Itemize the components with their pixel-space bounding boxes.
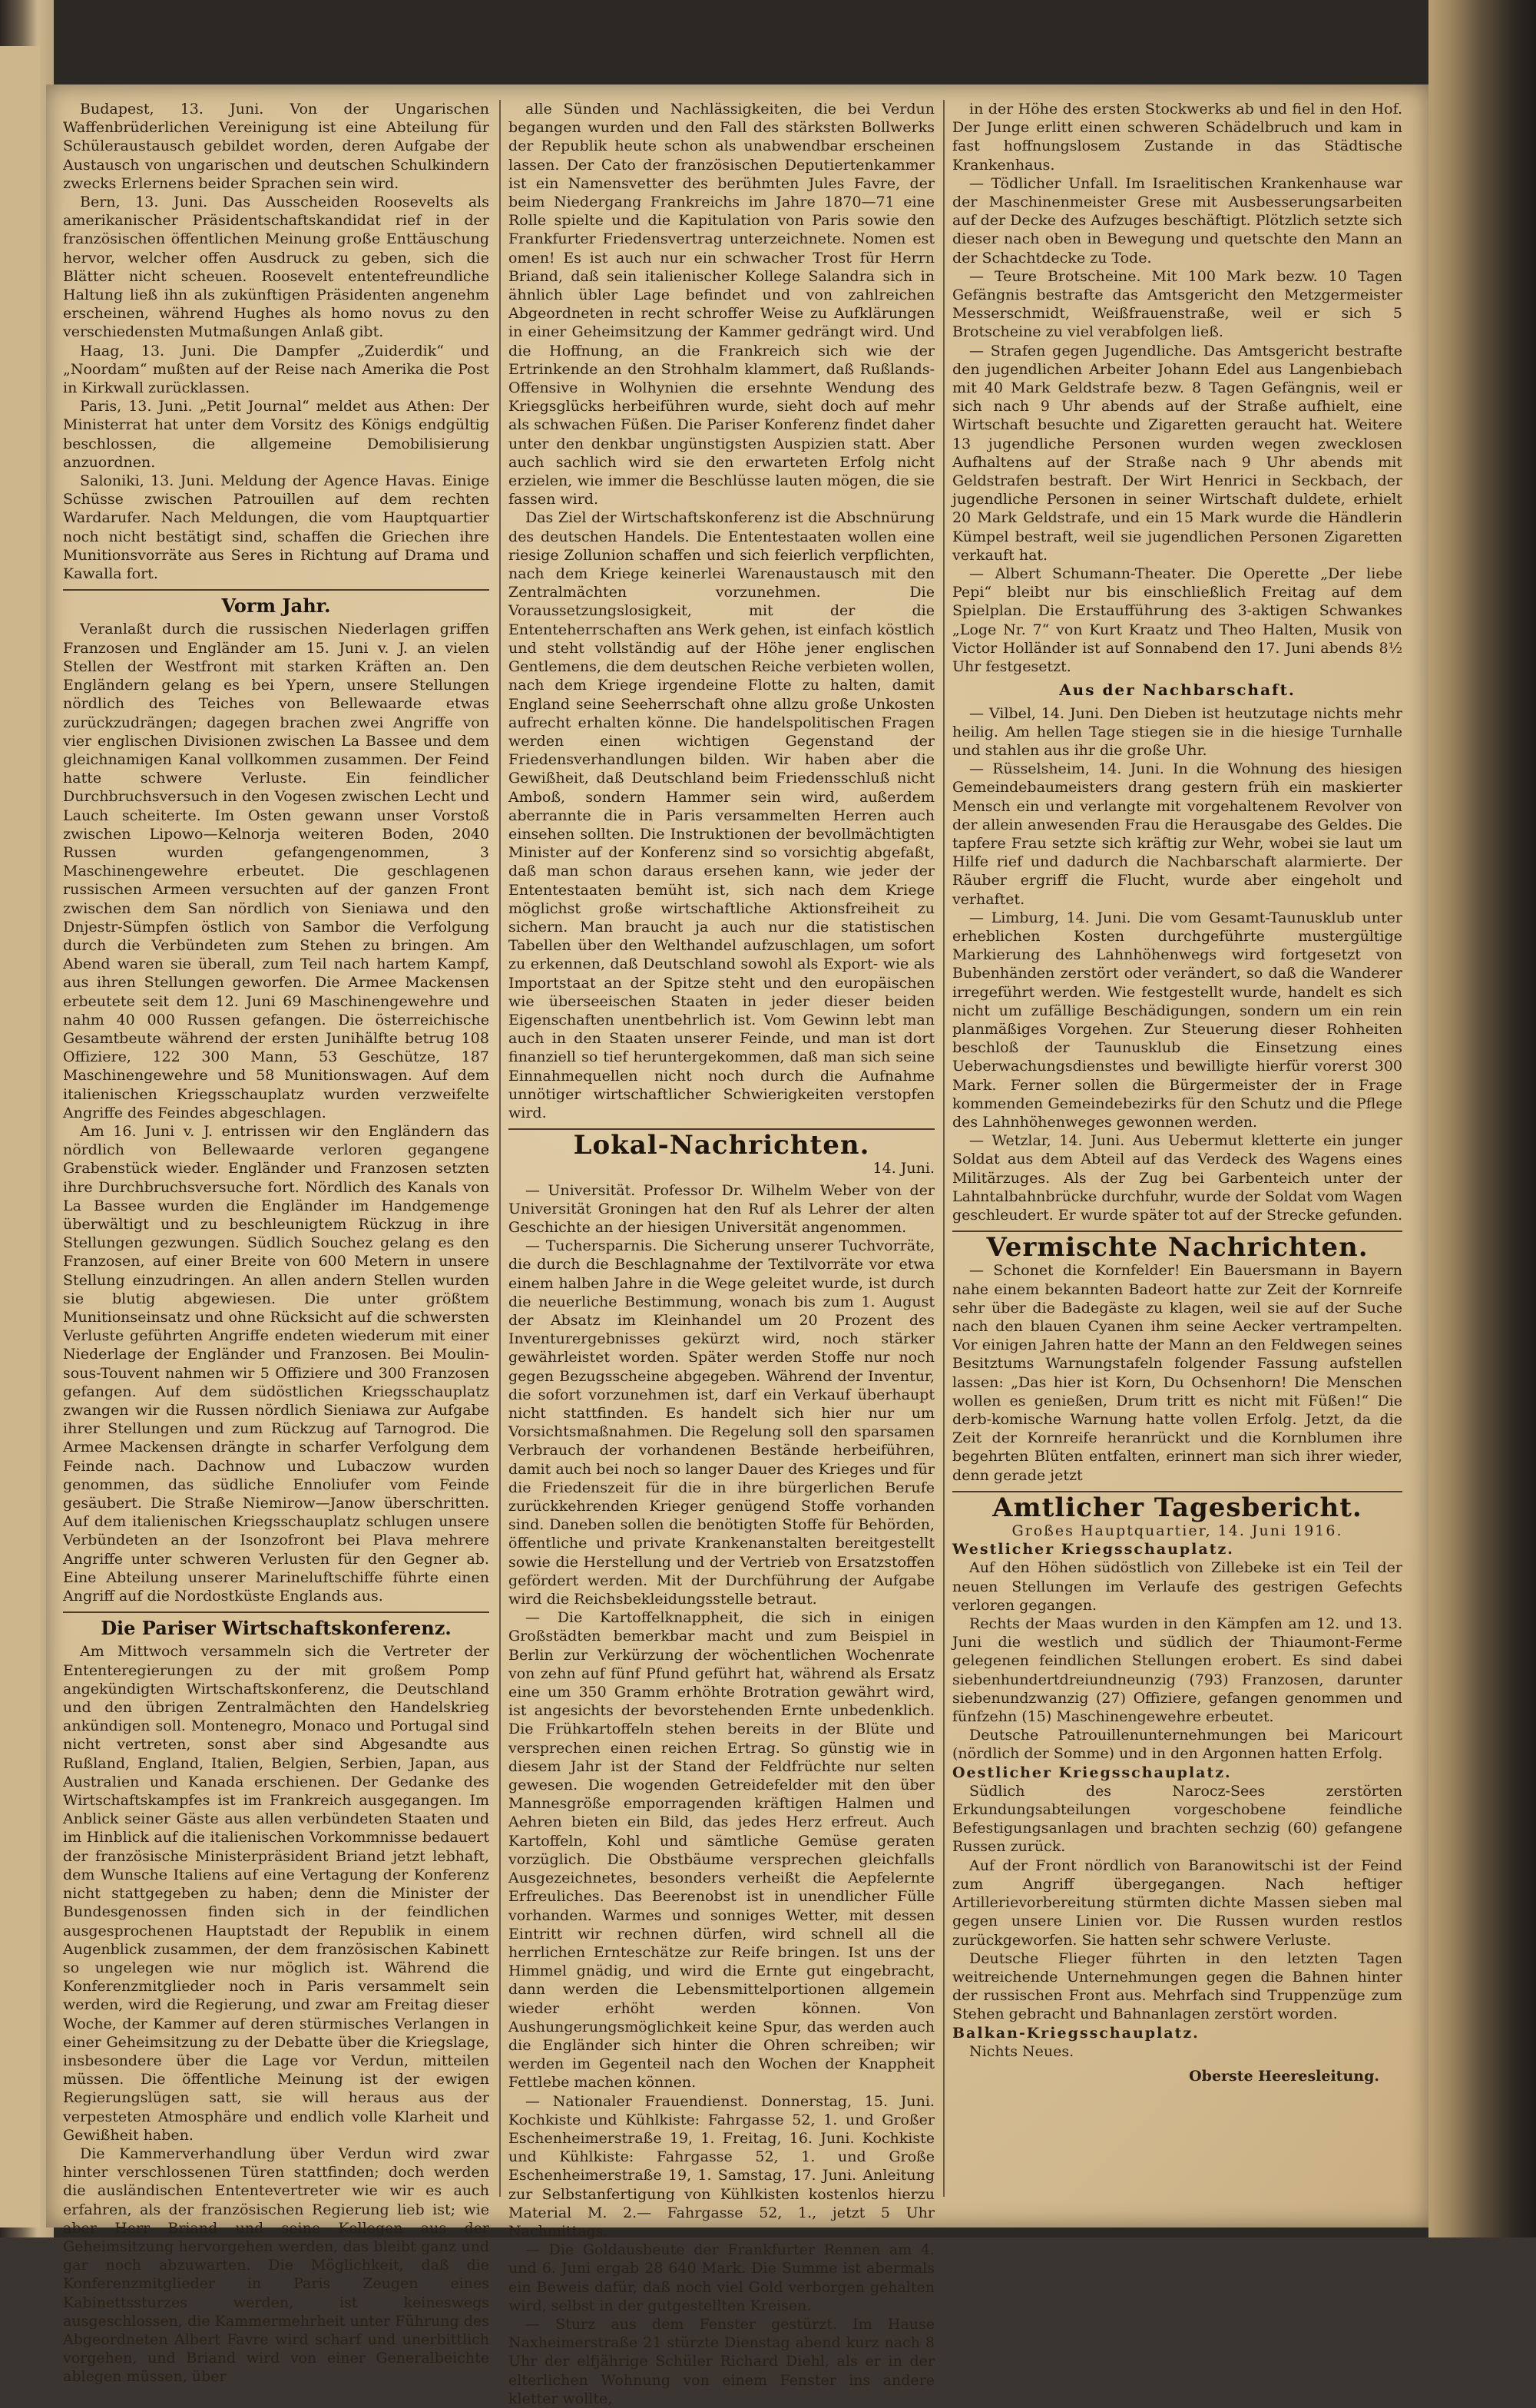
column-rule <box>499 100 501 2197</box>
column-rule <box>943 100 945 2197</box>
heading-ost: Oestlicher Kriegsschauplatz. <box>952 1764 1232 1781</box>
balkan-p1: Nichts Neues. <box>969 2042 1074 2060</box>
lokal-toedlicher-unfall: — Tödlicher Unfall. Im Israelitischen Krankenhause war der Maschinenmeister Grese mit Ausbesserungsarbeiten auf der Decke des Aufzuges beschäftigt. Plötzlich setzte sich dieser nach oben in Bewegung und quetschte den Mann an der Schachtdecke zu Tode. <box>952 174 1402 267</box>
news-bern: Bern, 13. Juni. Das Ausscheiden Roosevelts als amerikanischer Präsidentschaftskandidat rief in der französischen öffentlichen Meinung große Enttäuschung hervor, welcher offen Ausdruck zu geben, sich die Blätter nicht scheuen. Roosevelt ententefreundliche Haltung ließ ihn als zukünftigen Präsidenten angenehm erscheinen, während Hughes als homo novus zu den verschiedensten Mutmaßungen Anlaß gibt. <box>63 194 489 341</box>
heading-west: Westlicher Kriegsschauplatz. <box>952 1541 1234 1558</box>
pariser-p2: Die Kammerverhandlung über Verdun wird zwar hinter verschlossenen Türen stattfinden; doch werden die ausländischen Ententevertreter wie wir es auch erfahren, als der französischen Regierung lieb ist; wie aber Herr Briand und seine Kollegen aus der Geheimsitzung hervorgehen werden, das bleibt ganz und gar noch abzuwarten. Die Möglichkeit, daß die Konferenzmitglieder in Paris Zeugen eines Kabinettssturzes werden, ist keineswegs ausgeschlossen, die Kammermehrheit unter Führung des Abgeordneten Albert Favre wird scharf und unerbittlich vorgehen, und Briand wird von einer Generalbeichte ablegen müssen, über <box>63 2145 489 2386</box>
signature-heeresleitung: Oberste Heeresleitung. <box>1189 2067 1379 2085</box>
lokal-theater: — Albert Schumann-Theater. Die Operette „Der liebe Pepi“ bleibt nur bis einschließlich Freitag auf dem Spielplan. Die Erstaufführung des 3-aktigen Schwankes „Loge Nr. 7“ von Kurt Kraatz und Theo Halten, Musik von Victor Holländer ist auf Sonnabend den 17. Juni abends 8½ Uhr festgesetzt. <box>952 565 1402 676</box>
pariser-p1: Am Mittwoch versammeln sich die Vertreter der Ententeregierungen zu der mit großem Pomp angekündigten Wirtschaftskonferenz, die Deutschland und den übrigen Zentralmächten den Handelskrieg ankündigen soll. Montenegro, Monaco und Portugal sind nicht vertreten, sonst aber sind Abgesandte aus Rußland, England, Italien, Belgien, Serbien, Japan, aus Australien und Kanada erschienen. Der Gedanke des Wirtschaftskampfes ist im Frankreich ausgegangen. Im Anblick seiner Gäste aus allen verbündeten Staaten und im Hinblick auf die italienischen Vorkommnisse bedauert der französische Ministerpräsident Briand jetzt lebhaft, dem Wunsche Italiens auf eine Vertagung der Konferenz nicht stattgegeben zu haben; denn die Minister der Bundesgenossen finden sich in der feindlichen ausgesprochenen Hauptstadt der Republik in einem Augenblick zusammen, der dem französischen Kabinett so ungelegen wie nur möglich ist. Während die Konferenzmitglieder noch in Paris versammelt sein werden, wird die Regierung, und zwar am Freitag dieser Woche, der Kammer auf deren stürmisches Verlangen in einer Geheimsitzung zu der Debatte über die Kriegslage, insbesondere über die Lage vor Verdun, mitteilen müssen. Die öffentliche Meinung ist der ewigen Regierungslügen satt, sie will heraus aus der verpesteten Atmosphäre und endlich volle Klarheit und Gewißheit haben. <box>63 1643 489 2144</box>
ost-p2: Auf der Front nördlich von Baranowitschi ist der Feind zum Angriff übergegangen. Nach heftiger Artillerievorbereitung stürmten dichte Massen sieben mal gegen unsere Linien vor. Die Russen wurden restlos zurückgeworfen. Sie hatten sehr schwere Verluste. <box>952 1857 1402 1949</box>
pariser-continued-p1: alle Sünden und Nachlässigkeiten, die bei Verdun begangen wurden und den Fall des stärksten Bollwerks der Republik heute schon als unabwendbar erscheinen lassen. Der Cato der französischen Deputiertenkammer ist ein Namensvetter des berühmten Jules Favre, der beim Niedergang Frankreichs im Jahre 1870—71 eine Rolle spielte und die Kapitulation von Paris sowie den Frankfurter Friedensvertrag unterzeichnete. Nomen est omen! Es ist auch nur ein schwacher Trost für Herrn Briand, daß sein italienischer Kollege Salandra sich in ähnlich übler Lage befindet und von zahlreichen Abgeordneten in recht schroffer Weise zu Aufklärungen in einer Geheimsitzung der Kammer gedrängt wird. Und die Hoffnung, an die Frankreich sich wie der Ertrinkende an den Strohhalm klammert, daß Rußlands-Offensive in Wolhynien die ersehnte Wendung des Kriegsglücks herbeiführen wurde, sieht doch auf mehr als schwachen Füßen. Die Pariser Konferenz findet daher unter den denkbar ungünstigsten Auspizien statt. Aber auch sachlich wird sie den erwarteten Erfolg nicht erzielen, wie immer die Beschlüsse lauten mögen, die sie fassen wird. <box>508 101 935 508</box>
lokal-goldausbeute: — Die Goldausbeute der Frankfurter Rennen am 4. und 6. Juni ergab 28 640 Mark. Die Summe ist abermals ein Beweis dafür, daß noch viel Gold verborgen gehalten wird, selbst in der gutgestellten Kreisen. <box>508 2241 935 2314</box>
nachbar-limburg: — Limburg, 14. Juni. Die vom Gesamt-Taunusklub unter erheblichen Kosten durchgeführte mustergültige Markierung des Lahnhöhenwegs wird fortgesetzt von Bubenhänden zerstört oder verändert, so daß die Wanderer irregeführt werden. Wie festgestellt wurde, handelt es sich nicht um zufällige Beschädigungen, sondern um ein rein planmäßiges Vorgehen. Zur Steuerung dieser Rohheiten beschloß der Taunusklub die Einsetzung eines Ueberwachungsdienstes und bewilligte hierfür vorerst 300 Mark. Ferner sollen die Bürgermeister der in Frage kommenden Gemeindebezirks für den Schutz und die Pflege des Lahnhöhenweges gewonnen werden. <box>952 909 1402 1131</box>
column-1 <box>63 100 489 2386</box>
divider <box>63 589 489 591</box>
lokal-jugendliche: — Strafen gegen Jugendliche. Das Amtsgericht bestrafte den jugendlichen Arbeiter Johann Edel aus Langenbiebach mit 40 Mark Geldstrafe bezw. 8 Tagen Gefängnis, weil er sich nach 9 Uhr abends auf der Straße aufhielt, eine Wirtschaft besuchte und Zigaretten geraucht hat. Weitere 13 jugendliche Personen wurden wegen zwecklosen Aufhaltens auf der Straße nach 9 Uhr abends mit Geldstrafen bestraft. Der Wirt Henrici in Seckbach, der jugendliche Personen in seiner Wirtschaft duldete, erhielt 20 Mark Geldstrafe, und ein 15 Mark wurde die Händlerin Kümpel bestraft, weil sie jugendlichen Personen Zigaretten verkauft hat. <box>952 342 1402 564</box>
page-stack-edge <box>1428 0 1536 2237</box>
west-p2: Rechts der Maas wurden in den Kämpfen am 12. und 13. Juni die westlich und südlich der Thiaumont-Ferme gelegenen feindlichen Stellungen erobert. Es sind dabei siebenhundertdreiundneunzig (793) Franzosen, darunter siebenundzwanzig (27) Offiziere, gefangen genommen und fünfzehn (15) Maschinengewehre erbeutet. <box>952 1615 1402 1726</box>
lokal-kartoffel: — Die Kartoffelknappheit, die sich in einigen Großstädten bemerkbar macht und zum Beispiel in Berlin zur Verkürzung der wöchentlichen Wochenrate von zehn auf fünf Pfund geführt hat, während als Ersatz eine um 350 Gramm erhöhte Brotration gewährt wird, ist angesichts der bevorstehenden Ernte unbedenklich. Die Frühkartoffeln stehen bereits in der Blüte und versprechen einen reichen Ertrag. So günstig wie in diesem Jahr ist der Stand der Feldfrüchte nur selten gewesen. Die wogenden Getreidefelder mit den über Mannesgröße emporragenden kräftigen Halmen und Aehren bieten ein Bild, das jedes Herz erfreut. Auch Kartoffeln, Kohl und sämtliche Gemüse geraten vorzüglich. Die Obstbäume versprechen gleichfalls Ausgezeichnetes, besonders verheißt die Aepfelernte Erfreuliches. Das Beerenobst ist in unendlicher Fülle vorhanden. Warmes und sonniges Wetter, mit dessen Eintritt wir rechnen dürfen, wird schnell all die herrlichen Ernteschätze zur Reife bringen. Ist uns der Himmel gnädig, und wird die Ernte gut eingebracht, dann werden die Lebensmittelportionen allgemein wieder erhöht werden können. Von Aushungerungsmöglichkeit keine Spur, das werden auch die Engländer sich hinter die Ohren schreiben; wir werden im Gegenteil nach den Wochen der Knappheit Fettlebe machen können. <box>508 1609 935 2092</box>
news-haag: Haag, 13. Juni. Die Dampfer „Zuiderdik“ und „Noordam“ mußten auf der Reise nach Amerika die Post in Kirkwall zurücklassen. <box>63 342 489 397</box>
heading-tagesbericht: Amtlicher Tagesbericht. <box>992 1492 1362 1523</box>
news-paris: Paris, 13. Juni. „Petit Journal“ meldet aus Athen: Der Ministerrat hat unter dem Vorsitz des Königs endgültig beschlossen, die allgemeine Demobilisierung anzuordnen. <box>63 398 489 471</box>
previous-page-edge <box>0 46 40 2227</box>
pariser-continued-p2: Das Ziel der Wirtschaftskonferenz ist die Abschnürung des deutschen Handels. Die Ententestaaten wollen eine riesige Zollunion schaffen und sich feierlich verpflichten, nach dem Kriege keinerlei Warenaustausch mit den Zentralmächten vorzunehmen. Die Voraussetzungslosigkeit, mit der die Ententeherrschaften ans Werk gehen, ist einfach köstlich und steht vollständig auf der Höhe jener englischen Gentlemens, die dem deutschen Reiche verbieten wollen, nach dem Kriege irgendeine Flotte zu halten, damit England seine Seeherrschaft ohne allzu große Unkosten aufrecht erhalten könne. Die handelspolitischen Fragen werden einen wichtigen Gegenstand der Friedensverhandlungen bilden. Wir haben aber die Gewißheit, daß Deutschland beim Friedensschluß nicht Amboß, sondern Hammer sein wird, außerdem aberrannte die in Paris versammelten Herren auch einsehen sollten. Die Instruktionen der bevollmächtigten Minister auf der Konferenz sind so vorsichtig abgefaßt, daß man schon daraus ersehen kann, wie jeder der Ententestaaten bemüht ist, sich nach dem Kriege möglichst große wirtschaftliche Aktionsfreiheit zu sichern. Man braucht ja auch nur die statistischen Tabellen über den Welthandel aufzuschlagen, um sofort zu erkennen, daß Deutschland sowohl als Export- wie als Importstaat an der Spitze steht und den europäischen wie überseeischen Staaten in jeder dieser beiden Eigenschaften unentbehrlich ist. Vom Gewinn lebt man auch in den Staaten unserer Feinde, und man ist dort finanziell so tief heruntergekommen, daß man sich seine Einnahmequellen nicht noch durch die Aufnahme unnötiger wirtschaftlicher Schwierigkeiten verstopfen wird. <box>508 509 935 1121</box>
ost-p3: Deutsche Flieger führten in den letzten Tagen weitreichende Unternehmungen gegen die Bahnen hinter der russischen Front aus. Mehrfach sind Truppenzüge zum Stehen gebracht und Bahnanlagen zerstört worden. <box>952 1949 1402 2023</box>
lokal-frauendienst: — Nationaler Frauendienst. Donnerstag, 15. Juni. Kochkiste und Kühlkiste: Fahrgasse 52, 1. und Großer Eschenheimerstraße 19, 1. Freitag, 16. Juni. Kochkiste und Kühlkiste: Fahrgasse 52, 1. und Große Eschenheimerstraße 19, 1. Samstag, 17. Juni. Anleitung zur Selbstanfertigung von Kühlkisten kostenlos hierzu Material M. 2.— Fahrgasse 52, 1., jetzt 5 Uhr Nachmittags. <box>508 2092 935 2240</box>
news-saloniki: Saloniki, 13. Juni. Meldung der Agence Havas. Einige Schüsse zwischen Patrouillen auf dem rechten Wardarufer. Nach Meldungen, die vom Hauptquartier noch nicht bestätigt sind, schaffen die Griechen ihre Munitionsvorräte aus Seres in Richtung auf Drama und Kawalla fort. <box>63 472 489 583</box>
west-p3: Deutsche Patrouillenunternehmungen bei Maricourt (nördlich der Somme) und in den Argonnen hatten Erfolg. <box>952 1727 1402 1763</box>
vorm-jahr-p2: Am 16. Juni v. J. entrissen wir den Engländern das nördlich von Bellewaarde verloren gegangene Grabenstück wieder. Engländer und Franzosen setzten ihre Durchbruchsversuche fort. Nördlich des Kanals von La Bassee wurden die Engländer im Handgemenge überwältigt und zu beschleunigtem Rückzug in ihre Stellungen gezwungen. Südlich Souchez gelang es den Franzosen, auf einer Breite von 600 Metern in unsere Stellung einzudringen. An allen andern Stellen wurden sie blutig abgewiesen. Die unter größtem Munitionseinsatz und ohne Rücksicht auf die schwersten Verluste geführten Angriffe endeten wiederum mit einer Niederlage der Engländer und Franzosen. Bei Moulin-sous-Touvent nahmen wir 5 Offiziere und 300 Franzosen gefangen. Auf dem südöstlichen Kriegsschauplatz zwangen wir die Russen nördlich Sieniawa zur Aufgabe ihrer Stellungen und zum Rückzug auf Tarnogrod. Die Armee Mackensen drängte in scharfer Verfolgung dem Feinde nach. Dachnow und Lubaczow wurden genommen, das südliche Ennoliufer vom Feinde gesäubert. Die Straße Niemirow—Janow überschritten. Auf dem italienischen Kriegsschauplatz schlugen unsere Verbündeten an der Isonzofront bei Plava mehrere Angriffe unter schweren Verlusten für den Gegner ab. Eine Abteilung unserer Marineluftschiffe führte einen Angriff auf die Nordostküste Englands aus. <box>63 1122 489 1605</box>
heading-vermischte: Vermischte Nachrichten. <box>986 1232 1369 1264</box>
west-p1: Auf den Höhen südöstlich von Zillebeke ist ein Teil der neuen Stellungen im Verlaufe des gestrigen Gefechts verloren gegangen. <box>952 1559 1402 1614</box>
vermischte-kornfelder: — Schonet die Kornfelder! Ein Bauersmann in Bayern nahe einem bekannten Badeort hatte zur Zeit der Kornreife sehr über die Badegäste zu klagen, weil sie auf der Suche nach den blauen Cyanen ihm seine Aecker vertrampelten. Vor einigen Jahren hatte der Mann an den Feldwegen seines Besitztums Warnungstafeln folgender Fassung aufstellen lassen: „Das hier ist Korn, Du Ochsenhorn! Die Menschen wollen es genießen, Drum tritt es nicht mit Füßen!“ Die derb-komische Warnung hatte vollen Erfolg. Jetzt, da die Zeit der Kornreife heranrückt und die Kornblumen ihre begehrten Blüten entfalten, erinnert man sich ihrer wieder, denn gerade jetzt <box>952 1262 1402 1484</box>
divider <box>63 1611 489 1613</box>
lokal-tuchersparnis: — Tuchersparnis. Die Sicherung unserer Tuchvorräte, die durch die Beschlagnahme der Textilvorräte vor etwa einem halben Jahre in die Wege geleitet wurde, ist durch die neuerliche Bestimmung, wonach bis zum 1. August der Absatz im Kleinhandel um 20 Prozent des Inventurergebnisses gekürzt wird, noch stärker gewährleistet worden. Später werden Stoffe nur noch gegen Bezugsscheine abgegeben. Während der Inventur, die sofort vorzunehmen ist, darf ein Verkauf überhaupt nicht stattfinden. Es handelt sich hier nur um Vorsichtsmaßnahmen. Die Regelung soll den sparsamen Verbrauch der vorhandenen Bestände herbeiführen, damit auch bei noch so langer Dauer des Krieges und für die Friedenszeit für die in ihre bürgerlichen Berufe zurückkehrenden Krieger genügend Stoffe vorhanden sind. Daneben sollen die benötigten Stoffe für Behörden, öffentliche und private Krankenanstalten bereitgestellt sowie die Herstellung und der Vertrieb von Ersatzstoffen gefördert werden. Mit der Durchführung der Aufgabe wird die Reichsbekleidungsstelle betraut. <box>508 1237 935 1608</box>
heading-nachbarschaft: Aus der Nachbarschaft. <box>1059 681 1296 700</box>
nachbar-wetzlar: — Wetzlar, 14. Juni. Aus Uebermut kletterte ein junger Soldat aus dem Abteil auf das Verdeck des Wagens eines Militärzuges. Als der Zug bei Garbenteich unter der Lahntalbahnbrücke durchfuhr, wurde der Soldat vom Wagen geschleudert. Er wurde später tot auf der Strecke gefunden. <box>952 1132 1402 1224</box>
column-2 <box>508 100 935 2407</box>
heading-pariser-konferenz: Die Pariser Wirtschaftskonferenz. <box>101 1617 452 1640</box>
lokal-date: 14. Juni. <box>872 1160 935 1178</box>
heading-lokal-nachrichten: Lokal-Nachrichten. <box>573 1130 870 1161</box>
vorm-jahr-p1: Veranlaßt durch die russischen Niederlagen griffen Franzosen und Engländer am 15. Juni v. J. an vielen Stellen der Westfront mit starken Kräften an. Den Engländern gelang es bei Ypern, unsere Stellungen nördlich des Teiches von Bellewaarde etwas zurückzudrängen; dagegen brachen zwei Angriffe von vier englischen Divisionen zwischen La Bassee und dem gleichnamigen Kanal vollkommen zusammen. Der Feind hatte schwere Verluste. Ein feindlicher Durchbruchsversuch in den Vogesen zwischen Lecht und Lauch scheiterte. Im Osten gewann unser Vorstoß zwischen Lipowo—Kelnorja weiteren Boden, 2040 Russen wurden gefangengenommen, 3 Maschinengewehre erbeutet. Die geschlagenen russischen Armeen versuchten auf der ganzen Front zwischen dem San nördlich von Sieniawa und den Dnjestr-Sümpfen östlich von Sambor die Verfolgung durch die Verbündeten zum Stehen zu bringen. Am Abend waren sie überall, zum Teil nach hartem Kampf, aus ihren Stellungen geworfen. Die Armee Mackensen erbeutete seit dem 12. Juni 69 Maschinengewehre und nahm 40 000 Russen gefangen. Die österreichische Gesamtbeute während der ersten Junihälfte betrug 108 Offiziere, 122 300 Mann, 53 Geschütze, 187 Maschinengewehre und 58 Munitionswagen. Auf dem italienischen Kriegsschauplatz wurden verzweifelte Angriffe des Feindes abgeschlagen. <box>63 621 489 1121</box>
heading-balkan: Balkan-Kriegsschauplatz. <box>952 2024 1200 2042</box>
lokal-sturz-continued: in der Höhe des ersten Stockwerks ab und fiel in den Hof. Der Junge erlitt einen schweren Schädelbruch und kam in fast hoffnungslosem Zustande in das Städtische Krankenhaus. <box>952 101 1402 174</box>
lokal-universitaet: — Universität. Professor Dr. Wilhelm Weber von der Universität Groningen hat den Ruf als Lehrer der alten Geschichte an der hiesigen Universität angenommen. <box>508 1181 935 1236</box>
lokal-brotscheine: — Teure Brotscheine. Mit 100 Mark bezw. 10 Tagen Gefängnis bestrafte das Amtsgericht den Metzgermeister Messerschmidt, Weißfrauenstraße, weil er sich 5 Brotscheine zu viel verabfolgen ließ. <box>952 267 1402 341</box>
lokal-sturz: — Sturz aus dem Fenster gestürzt. Im Hause Naxheimerstraße 21 stürzte Dienstag abend kurz nach 8 Uhr der elfjährige Schüler Richard Diehl, als er in der elterlichen Wohnung von einem Fenster ins andere kletter wollte, <box>508 2315 935 2407</box>
nachbar-vilbel: — Vilbel, 14. Juni. Den Dieben ist heutzutage nichts mehr heilig. Am hellen Tage stiegen sie in die hiesige Turnhalle und stahlen aus ihr die große Uhr. <box>952 704 1402 759</box>
nachbar-ruesselsheim: — Rüsselsheim, 14. Juni. In die Wohnung des hiesigen Gemeindebaumeisters drang gestern früh ein maskierter Mensch ein und verlangte mit vorgehaltenem Revolver von der allein anwesenden Frau die Herausgabe des Geldes. Die tapfere Frau setzte sich kräftig zur Wehr, wobei sie laut um Hilfe rief und dadurch die Nachbarschaft alarmierte. Der Räuber ergriff die Flucht, wurde aber eingeholt und verhaftet. <box>952 760 1402 908</box>
hauptquartier-dateline: Großes Hauptquartier, 14. Juni 1916. <box>1011 1522 1343 1540</box>
ost-p1: Südlich des Narocz-Sees zerstörten Erkundungsabteilungen vorgeschobene feindliche Befestigungsanlagen und brachten sechzig (60) gefangene Russen zurück. <box>952 1782 1402 1856</box>
column-3 <box>952 100 1402 2204</box>
news-budapest: Budapest, 13. Juni. Von der Ungarischen Waffenbrüderlichen Vereinigung ist eine Abteilung für Schüleraustausch gebildet worden, deren Aufgabe der Austausch von ungarischen und deutschen Schulkindern zwecks Erlernens beider Sprachen sein wird. <box>63 101 489 192</box>
heading-vorm-jahr: Vorm Jahr. <box>221 595 331 618</box>
newspaper-page <box>46 84 1428 2407</box>
